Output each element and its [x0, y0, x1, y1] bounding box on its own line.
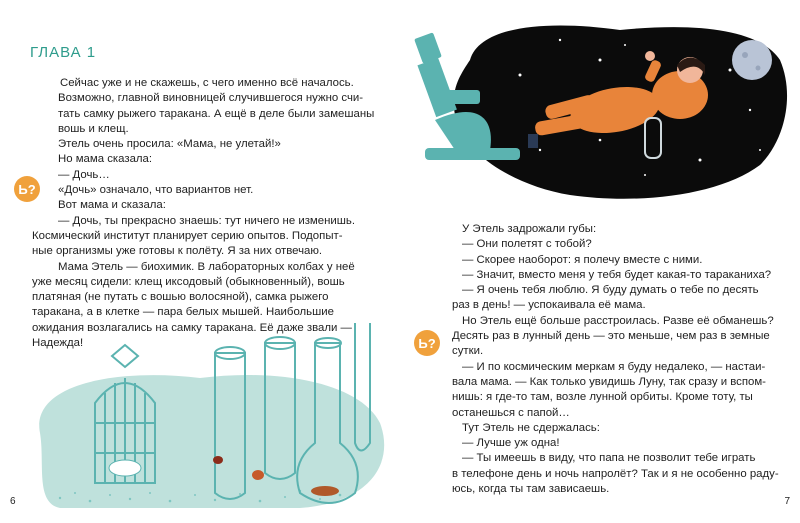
moon-icon — [732, 40, 772, 80]
text-line: У Этель задрожали губы: — [462, 223, 597, 235]
text-line: — Дочь… — [58, 168, 110, 181]
text-line: — Значит, вместо меня у тебя будет какая-то тараканиха? — [462, 268, 772, 281]
text-line: в телефоне день и ночь напролёт? Так и я не особенно раду- — [452, 467, 779, 480]
text-line: тать самку рыжего таракана. А ещё в деле были замешаны — [58, 107, 375, 120]
question-badge-icon: Ь? — [14, 176, 40, 202]
text-line: Тут Этель не сдержалась: — [462, 421, 600, 434]
right-page-text — [452, 222, 792, 497]
page-number: 6 — [10, 496, 16, 507]
text-line: Возможно, главной виновницей случившегося нужно счи- — [58, 92, 364, 105]
cockroach-bug — [311, 486, 339, 496]
question-badge-icon: Ь? — [414, 330, 440, 356]
text-line: вошь и клещ. — [58, 122, 129, 135]
lab-illustration — [0, 323, 400, 523]
text-line: ные организмы уже готовы к полёту. Я за них отвечаю. — [32, 245, 323, 258]
tick-bug — [213, 456, 223, 464]
left-page-text — [32, 76, 380, 351]
text-line: — Лучше уж одна! — [462, 437, 560, 450]
right-page — [400, 0, 800, 523]
text-line: — Они полетят с тобой? — [462, 238, 592, 251]
text-line: — И по космическим меркам я буду недалеко, — настаи- — [462, 360, 766, 373]
text-line: ожидания возлагались на самку таракана. Её даже звали — — [32, 321, 352, 334]
text-line: таракана, а в клетке — пара белых мышей. Наибольшие — [32, 306, 334, 319]
text-line: Мама Этель — биохимик. В лабораторных колбах у неё — [58, 260, 355, 273]
space-illustration — [400, 0, 800, 200]
text-line: сутки. — [452, 345, 484, 358]
white-mouse — [109, 460, 141, 476]
text-line: раз в день! — успокаивала её мама. — [452, 299, 646, 312]
text-line: Но мама сказала: — [58, 153, 153, 166]
text-line: Надежда! — [32, 337, 84, 350]
louse-bug — [252, 470, 264, 480]
text-line: Но Этель ещё больше расстроилась. Разве её обманешь? — [462, 314, 774, 327]
text-line: вала мама. — Как только увидишь Луну, так сразу и вспом- — [452, 375, 766, 388]
text-line: нишь: я где-то там, возле лунной орбиты. Кроме тоту, ты — [452, 391, 753, 404]
text-line: Космический институт планирует серию опытов. Подопыт- — [32, 229, 343, 242]
text-line: — Дочь, ты прекрасно знаешь: тут ничего не изменишь. — [58, 214, 355, 227]
text-line: юсь, когда ты там зависаешь. — [452, 483, 610, 496]
text-line: уже месяц сидели: клещ иксодовый (обыкновенный), вошь — [32, 275, 345, 288]
chapter-title: ГЛАВА 1 — [30, 44, 97, 61]
text-line: Вот мама и сказала: — [58, 199, 166, 212]
text-line: Этель очень просила: «Мама, не улетай!» — [58, 138, 281, 151]
text-line: Сейчас уже и не скажешь, с чего именно всё началось. — [60, 77, 354, 89]
text-line: — Скорее наоборот: я полечу вместе с ними. — [462, 253, 703, 266]
text-line: платяная (не путать с вошью волосяной), самка рыжего — [32, 291, 329, 304]
text-line: «Дочь» означало, что вариантов нет. — [58, 184, 254, 197]
text-line: — Я очень тебя люблю. Я буду думать о тебе по десять — [462, 284, 759, 297]
text-line: — Ты имеешь в виду, что папа не позволит тебе играть — [462, 452, 756, 465]
page-number: 7 — [784, 496, 790, 507]
text-line: Десять раз в лунный день — это меньше, чем раз в земные — [452, 330, 770, 343]
text-line: останешься с папой… — [452, 406, 570, 419]
